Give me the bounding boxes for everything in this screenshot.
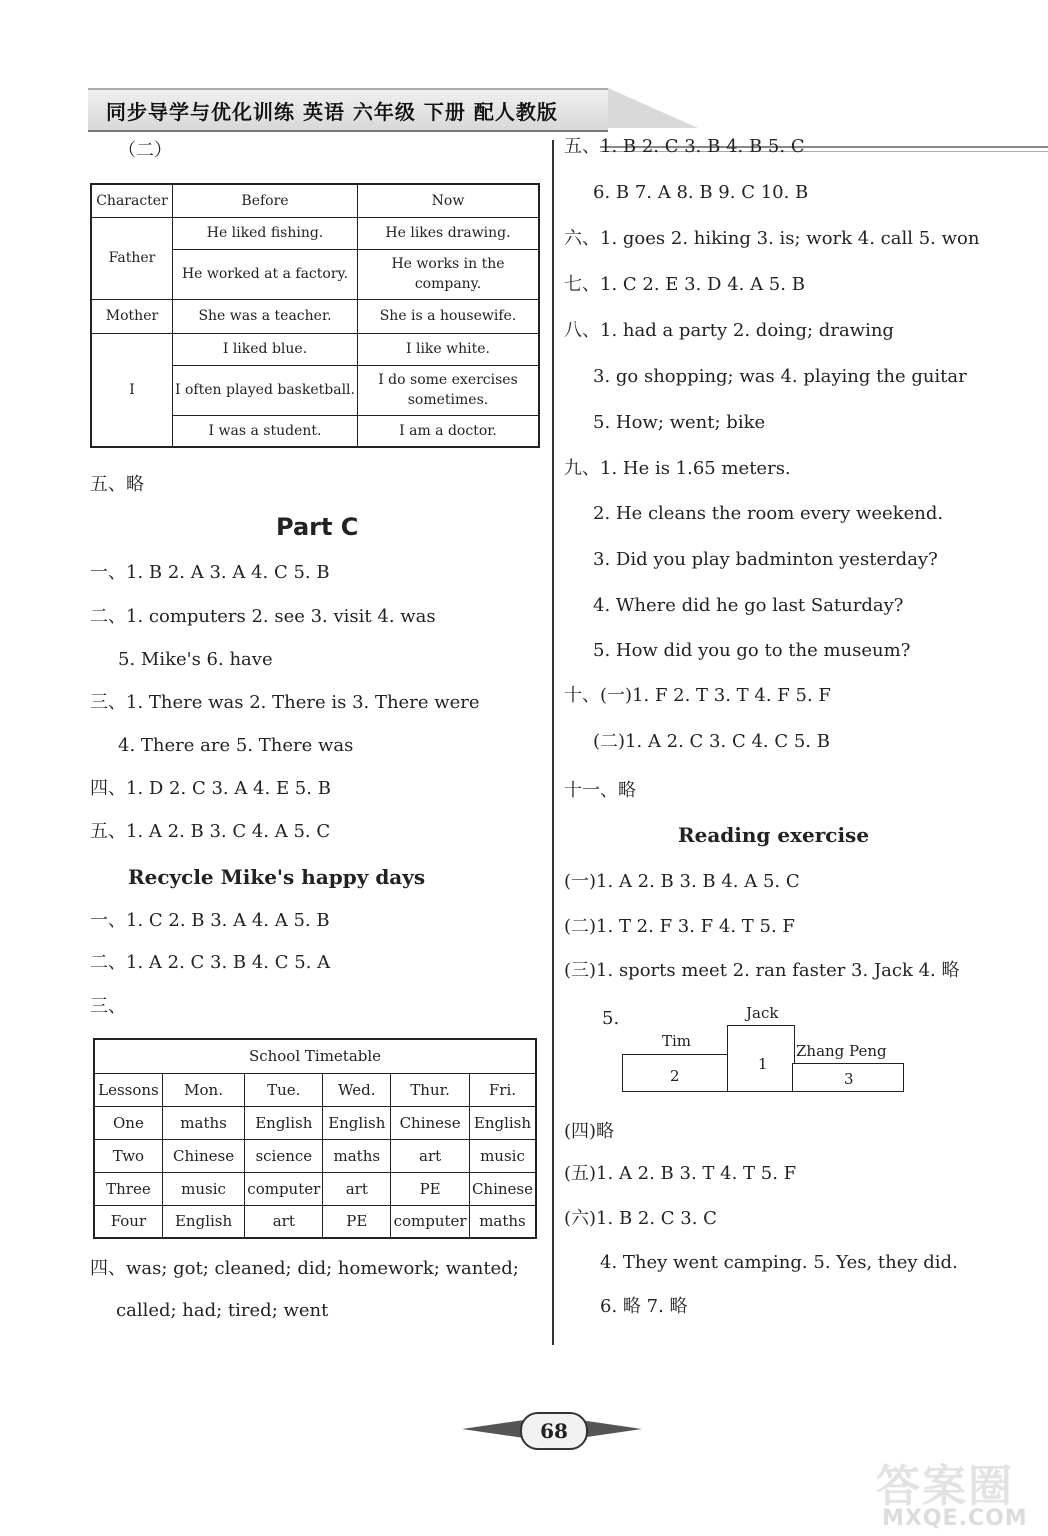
table-cell: maths: [162, 1106, 244, 1139]
table-cell: She was a teacher.: [173, 299, 358, 333]
timetable: [93, 1038, 537, 1239]
answer-line: 五、1. A 2. B 3. C 4. A 5. C: [90, 821, 331, 842]
table-cell: PE: [323, 1205, 391, 1238]
answer-line: 四、was; got; cleaned; did; homework; wanted;: [90, 1258, 519, 1279]
table-cell: I am a doctor.: [358, 415, 540, 447]
table-header: Wed.: [323, 1073, 391, 1106]
table-cell: art: [323, 1172, 391, 1205]
answer-line: 六、1. goes 2. hiking 3. is; work 4. call 5. won: [564, 228, 980, 249]
podium-item-number: 5.: [602, 1008, 620, 1029]
table-cell: English: [469, 1106, 536, 1139]
answer-line: 四、1. D 2. C 3. A 4. E 5. B: [90, 778, 331, 799]
table-cell: English: [323, 1106, 391, 1139]
table-title: School Timetable: [94, 1039, 536, 1073]
table-cell: She is a housewife.: [358, 299, 540, 333]
answer-line: 6. B 7. A 8. B 9. C 10. B: [593, 182, 809, 203]
header-slope: [608, 88, 698, 128]
answer-line: 一、1. B 2. A 3. A 4. C 5. B: [90, 562, 330, 583]
podium-name: Jack: [746, 1004, 779, 1022]
column-divider: [552, 140, 554, 1345]
answer-line: 十、(一)1. F 2. T 3. T 4. F 5. F: [564, 685, 831, 706]
table-cell: computer: [391, 1205, 470, 1238]
table-cell: music: [469, 1139, 536, 1172]
watermark-url: MXQE.COM: [882, 1506, 1028, 1531]
podium-name: Tim: [662, 1032, 692, 1050]
table-cell: I liked blue.: [173, 333, 358, 365]
answer-line: 5. How did you go to the museum?: [593, 640, 911, 661]
table-header: Before: [173, 184, 358, 217]
table-cell: Mother: [91, 299, 173, 333]
answer-line: (六)1. B 2. C 3. C: [564, 1208, 717, 1229]
answer-line: 2. He cleans the room every weekend.: [593, 503, 944, 524]
table-cell: Three: [94, 1172, 162, 1205]
table-cell: He worked at a factory.: [173, 249, 358, 299]
answer-line: 一、1. C 2. B 3. A 4. A 5. B: [90, 910, 330, 931]
section-title-reading: Reading exercise: [678, 823, 870, 847]
page-number: 68: [520, 1412, 588, 1450]
table-cell: art: [391, 1139, 470, 1172]
table-header: Character: [91, 184, 173, 217]
table-cell: He works in the company.: [358, 249, 540, 299]
page-header: [88, 88, 1008, 132]
answer-line: 五、略: [90, 474, 144, 495]
table-cell: music: [162, 1172, 244, 1205]
watermark: [866, 1450, 1041, 1530]
podium-name: Zhang Peng: [796, 1042, 887, 1060]
subsection-two: （二）: [118, 140, 172, 161]
table-header: Mon.: [162, 1073, 244, 1106]
table-cell: One: [94, 1106, 162, 1139]
podium-place: 2: [670, 1067, 680, 1085]
table-header: Thur.: [391, 1073, 470, 1106]
table-header: Now: [358, 184, 540, 217]
answer-line: 4. Where did he go last Saturday?: [593, 595, 904, 616]
table-cell: I like white.: [358, 333, 540, 365]
answer-line: (四)略: [564, 1121, 615, 1142]
table-cell: computer: [245, 1172, 323, 1205]
answer-line: 三、: [90, 996, 126, 1017]
podium-place: 1: [758, 1055, 768, 1073]
header-title: 同步导学与优化训练 英语 六年级 下册 配人教版: [106, 100, 558, 124]
answer-line: 九、1. He is 1.65 meters.: [564, 458, 791, 479]
answer-line: (一)1. A 2. B 3. B 4. A 5. C: [564, 871, 800, 892]
answer-line: (二)1. T 2. F 3. F 4. T 5. F: [564, 916, 795, 937]
table-cell: I was a student.: [173, 415, 358, 447]
section-title-recycle: Recycle Mike's happy days: [128, 865, 426, 889]
table-cell: I do some exercises sometimes.: [358, 365, 540, 415]
answer-line: 八、1. had a party 2. doing; drawing: [564, 320, 894, 341]
table-cell: art: [245, 1205, 323, 1238]
table-cell: Chinese: [469, 1172, 536, 1205]
table-cell: He liked fishing.: [173, 217, 358, 249]
table-cell: English: [162, 1205, 244, 1238]
answer-line: (二)1. A 2. C 3. C 4. C 5. B: [593, 731, 830, 752]
table-cell: Two: [94, 1139, 162, 1172]
table-cell: Chinese: [162, 1139, 244, 1172]
answer-line: 5. Mike's 6. have: [118, 649, 273, 670]
table-cell: maths: [469, 1205, 536, 1238]
answer-line: 3. Did you play badminton yesterday?: [593, 549, 938, 570]
answer-line: 二、1. A 2. C 3. B 4. C 5. A: [90, 952, 331, 973]
answer-line: 4. There are 5. There was: [118, 735, 354, 756]
page-number-ribbon-right: [580, 1420, 642, 1438]
answer-line: 4. They went camping. 5. Yes, they did.: [600, 1252, 958, 1273]
answer-line: (五)1. A 2. B 3. T 4. T 5. F: [564, 1163, 797, 1184]
table-cell: science: [245, 1139, 323, 1172]
table-cell: I: [91, 333, 173, 447]
table-header: Tue.: [245, 1073, 323, 1106]
answer-line: 5. How; went; bike: [593, 412, 766, 433]
answer-line: called; had; tired; went: [116, 1300, 329, 1321]
table-cell: PE: [391, 1172, 470, 1205]
table-cell: I often played basketball.: [173, 365, 358, 415]
answer-line: 3. go shopping; was 4. playing the guitar: [593, 366, 967, 387]
table-cell: English: [245, 1106, 323, 1139]
watermark-logo-text: 答案圈: [876, 1461, 1014, 1512]
section-title-part-c: Part C: [276, 513, 359, 541]
table-header: Lessons: [94, 1073, 162, 1106]
answer-line: 七、1. C 2. E 3. D 4. A 5. B: [564, 274, 805, 295]
table-header: Fri.: [469, 1073, 536, 1106]
table-cell: He likes drawing.: [358, 217, 540, 249]
character-table: [90, 183, 540, 448]
podium-place: 3: [844, 1070, 854, 1088]
page-number-ribbon-left: [462, 1420, 524, 1438]
answer-line: 二、1. computers 2. see 3. visit 4. was: [90, 606, 436, 627]
answer-line: (三)1. sports meet 2. ran faster 3. Jack 4. 略: [564, 960, 960, 981]
table-cell: Four: [94, 1205, 162, 1238]
table-cell: Father: [91, 217, 173, 299]
answer-line: 五、1. B 2. C 3. B 4. B 5. C: [564, 136, 805, 157]
answer-line: 十一、略: [564, 780, 636, 801]
answer-line: 三、1. There was 2. There is 3. There were: [90, 692, 480, 713]
page-number-badge: [462, 1412, 642, 1448]
answer-line: 6. 略 7. 略: [600, 1296, 688, 1317]
table-cell: maths: [323, 1139, 391, 1172]
table-cell: Chinese: [391, 1106, 470, 1139]
